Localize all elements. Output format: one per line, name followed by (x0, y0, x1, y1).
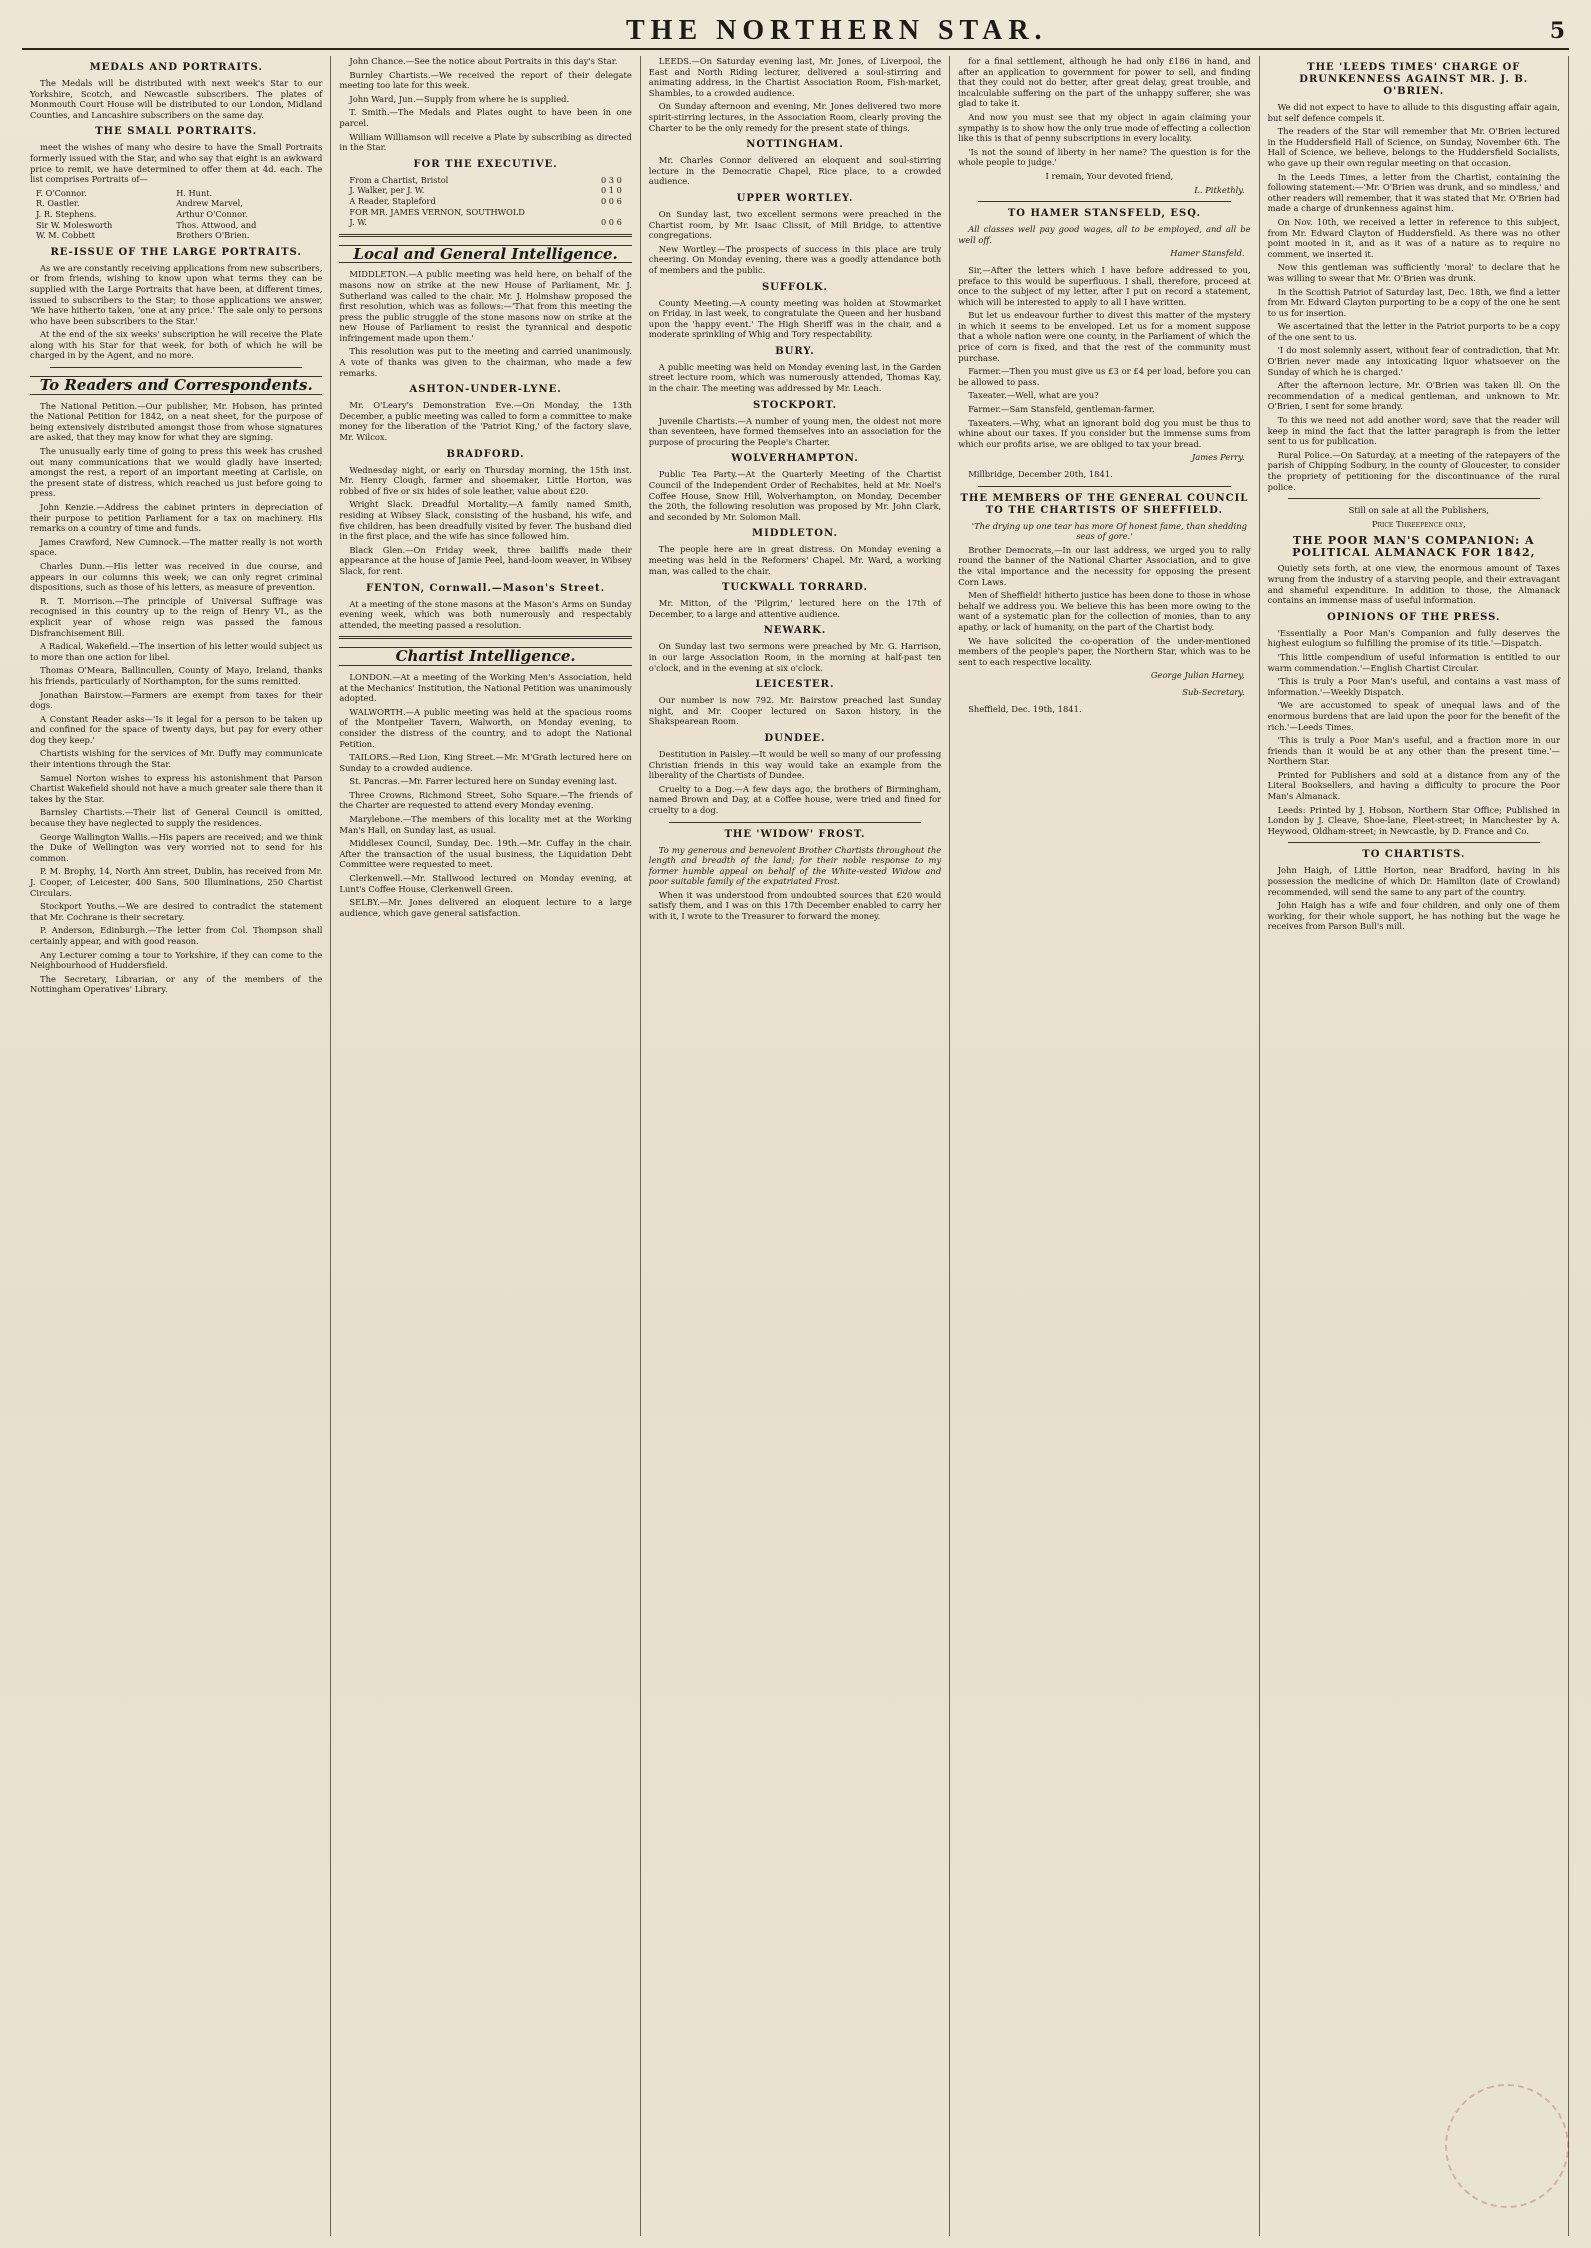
para-leeds: LEEDS.—On Saturday evening last, Mr. Jones, of Liverpool, the East and North Riding lecturer, delivered a soul-stirring and animating address, in the Chartist Association Room, Fish-market, Shambles, to a crowded audience. (648, 56, 942, 98)
para-farmer: Farmer.—Then you must give us £3 or £4 per load, before you can be allowed to pass. (958, 366, 1251, 387)
heading-wolverhampton: WOLVERHAMPTON. (731, 453, 859, 465)
para-council-3: We have solicited the co-operation of the under-mentioned members of the people's paper, the Northern Star, which was to be sent to each respective locality. (958, 635, 1251, 667)
para-widow-body: When it was understood from undoubted sources that £20 would satisfy them, and I was on this 17th December enabled to carry her with it, I wrote to the Treasurer to forward the money. (648, 889, 942, 922)
heading-companion: THE POOR MAN'S COMPANION: A POLITICAL ALMANACK FOR 1842, (1292, 534, 1536, 560)
para-new-wortley: New Wortley.—The prospects of success in this place are truly cheering. On Monday evening, there was a goodly attendance both of members and the public. (648, 243, 942, 275)
para-closing: I remain, Your devoted friend, (1045, 170, 1174, 181)
para-rural-police: Rural Police.—On Saturday, at a meeting of the ratepayers of the parish of Chipping Sodbury, in the county of Gloucester, to consider the propriety of petitioning for the discontinuance of the rural police. (1267, 449, 1560, 492)
portrait-item: H. Hunt. (176, 187, 213, 198)
para-dundee: Destitution in Paisley.—It would be well so many of our professing Christian friends in this way would take an example from the liberality of the Chartists of Dundee. (648, 748, 942, 781)
para-leeds-publisher: Leeds: Printed by J. Hobson, Northern Star Office; Published in London by J. Cleave, Shoe-lane, Fleet-street; in Manchester by A. Heywood, Oldham-street; in Newcastle, by D. France and Co. (1267, 804, 1560, 836)
para-stone: This resolution was put to the meeting and carried unanimously. A vote of thanks was given to the chairman, who made a few remarks. (339, 346, 632, 378)
para-lt-1: We did not expect to have to allude to this disgusting affair again, but self defence compels it. (1267, 102, 1560, 123)
article-columns (22, 56, 1569, 2236)
ledger-row: J. W. 0 0 6 (349, 217, 622, 228)
heading-medals: MEDALS AND PORTRAITS. (89, 62, 263, 73)
para-wallis: George Wallington Wallis.—His papers are received; and we think the Duke of Wellington was very worried not to send for his common. (30, 831, 323, 863)
para-council: Brother Democrats,—In our last address, we urged you to rally round the banner of the National Charter Association, and to give the vital importance and the necessity for opposing the present Corn Laws. (958, 544, 1251, 587)
para-harney-location: Sheffield, Dec. 19th, 1841. (968, 703, 1082, 714)
para-lt-8: 'I do most solemnly assert, without fear of contradiction, that Mr. O'Brien never made any intoxicating liquor whatsoever on the Sunday of which he is charged.' (1267, 345, 1560, 377)
heading-tuckwall: TUCKWALL TORRARD. (721, 582, 868, 594)
para-kenzie: John Kenzie.—Address the cabinet printers in depreciation of their purpose to petition Parliament for a tax on machinery. His remarks on a country of time and funds. (30, 502, 323, 534)
para-sunday: On Sunday afternoon and evening, Mr. Jones delivered two more spirit-stirring lectures, in the Association Room, clearly proving the Charter to be the only remedy for the present state of things. (648, 101, 942, 133)
para-opinion-2: 'This little compendium of useful information is entitled to our warm commendation.'—English Chartist Circular. (1267, 651, 1560, 673)
heading-fenton: FENTON, Cornwall.—Mason's Street. (366, 582, 606, 594)
para-farmer-2: Farmer.—Sam Stansfeld, gentleman-farmer. (968, 404, 1155, 415)
para-order: Printed for Publishers and sold at a distance from any of the Literal Booksellers, and having a difficulty to procure the Poor Man's Almanack. (1267, 769, 1560, 802)
para-anderson: P. Anderson, Edinburgh.—The letter from Col. Thompson shall certainly appear, and with good reason. (30, 925, 323, 946)
para-bairstow: Jonathan Bairstow.—Farmers are exempt from taxes for their dogs. (30, 689, 323, 711)
heading-to-chartists: TO CHARTISTS. (1362, 849, 1466, 861)
para-selby: SELBY.—Mr. Jones delivered an eloquent lecture to a large audience, which gave general satisfaction. (339, 897, 632, 918)
para-middleton: MIDDLETON.—A public meeting was held here, on behalf of the masons now on strike at the new House of Parliament, Mr. J. Sutherland was called to the chair. Mr. J. Holmshaw proposed the first resolution, which was as follows:—'That from this meeting the press the public struggle of the stone masons now on strike at the new House of Parliament to resist the tyrannical and despotic infringement made upon them.' (339, 269, 632, 343)
para-on-sale: Still on sale at all the Publishers, (1348, 505, 1489, 516)
para-williamson: William Williamson will receive a Plate by subscribing as directed in the Star. (339, 131, 632, 153)
heading-dundee: DUNDEE. (764, 732, 826, 744)
para-extra: The unusually early time of going to press this week has crushed out many communications that we would gladly have inserted; amongst the rest, a report of an important meeting at Carlisle, on the present state of distress, which reached us just before going to press. (30, 446, 323, 499)
para-newark: On Sunday last two sermons were preached by Mr. G. Harrison, in our large Association Room, in the morning at half-past ten o'clock, and in the evening at six o'clock. (648, 641, 942, 673)
ledger-row: J. Walker, per J. W. 0 1 0 (349, 185, 622, 196)
para-fenton: At a meeting of the stone masons at the Mason's Arms on Sunday evening week, which was both numerously and respectably attended, the meeting passed a resolution. (339, 598, 632, 630)
heading-general-council: THE MEMBERS OF THE GENERAL COUNCIL TO THE CHARTISTS OF SHEFFIELD. (960, 492, 1249, 516)
para-walworth: WALWORTH.—A public meeting was held at the spacious rooms of the Montpelier Tavern, Walworth, on Monday evening, to consider the distress of the country, and to adopt the National Petition. (339, 706, 632, 749)
para-small-portraits: meet the wishes of many who desire to have the Small Portraits formerly issued with the Star, and who say that eight is an awkward price to remit, we have determined to offer them at 4d. each. The list comprises Portraits of— (30, 142, 323, 185)
portrait-item: Sir W. Molesworth (36, 219, 113, 230)
para-burnley: Burnley Chartists.—We received the report of their delegate meeting too late for this week. (339, 69, 632, 91)
para-petition: The National Petition.—Our publisher, Mr. Hobson, has printed the National Petition for 1842, on a neat sheet, for the purpose of being extensively distributed amongst those from whose signatures are asked, that they may know for what they are signing. (30, 400, 323, 443)
para-dialogue: Taxeaters.—Why, what an ignorant bold dog you must be thus to whine about our taxes. If you consider but the immense sums from which our profits arise, we are obliged to tax your bread. (958, 417, 1251, 449)
para-price: Price Threepence only, (1371, 518, 1466, 529)
para-norton: Samuel Norton wishes to express his astonishment that Parson Chartist Wakefield should not have a much greater sale there than it takes by the Star. (30, 772, 323, 804)
para-radical: A Radical, Wakefield.—The insertion of his letter would subject us to more than one action for libel. (30, 641, 323, 662)
para-widow-subtitle: To my generous and benevolent Brother Chartists throughout the length and breadth of the land; for their noble response to my former humble appeal on behalf of the White-vested Widow and poor suitable family of the expatriated Frost. (648, 844, 942, 887)
divider (978, 201, 1230, 202)
para-liberty: 'Is not the sound of liberty in her name? The question is for the whole people to judge.' (958, 146, 1251, 168)
heading-middleton-2: MIDDLETON. (752, 528, 838, 540)
ledger-row: FOR MR. JAMES VERNON, SOUTHWOLD (349, 206, 525, 217)
para-middlesex: Middlesex Council, Sunday, Dec. 19th.—Mr. Cuffay in the chair. After the transaction of the usual business, the Liquidation Debt Committee were requested to meet. (339, 838, 632, 870)
para-marylebone: Marylebone.—The members of this locality met at the Working Man's Hall, on Sunday last, as usual. (339, 814, 632, 835)
para-lt-7: We ascertained that the letter in the Patriot purports to be a copy of the one sent to us. (1267, 321, 1560, 342)
column-5 (1260, 56, 1569, 2236)
para-constant-reader: A Constant Reader asks—'Is it legal for a person to be taken up and confined for the space of twenty days, but pay for every other dog they keep.' (30, 713, 323, 745)
para-to-chartists: John Haigh, of Little Horton, near Bradford, having in his possession the medicine of which Dr. Hamilton (late of Crowland) recommended, will send the same to any part of the country. (1267, 865, 1560, 897)
signature-pitkethly: L. Pitkethly. (1194, 184, 1245, 195)
signature-stansfeld: Hamer Stansfeld. (1170, 248, 1245, 259)
para-opinion-4: 'We are accustomed to speak of unequal laws and of the enormous burdens that are laid upon the poor for the benefit of the rich.'—Leeds Times. (1267, 700, 1560, 732)
portrait-item: Arthur O'Connor. (176, 208, 248, 219)
heading-local-intelligence: Local and General Intelligence. (339, 245, 631, 264)
divider (339, 636, 631, 639)
para-crawford: James Crawford, New Cumnock.—The matter really is not worth space. (30, 536, 323, 558)
para-reissue: As we are constantly receiving applications from new subscribers, or from friends, wishing to know upon what terms they can be supplied with the Large Portraits that have been, at different times, issued to subscribers to the Star; to those applications we answer, 'We have hitherto taken, 'one at any price.' The sale only to persons who have been subscribers to the Star.' (30, 262, 323, 326)
heading-hamer: TO HAMER STANSFELD, ESQ. (1007, 208, 1201, 220)
para-cruelty: Cruelty to a Dog.—A few days ago, the brothers of Birmingham, named Brown and Day, at a Coffee house, were tried and fined for cruelty to a dog. (648, 783, 942, 815)
para-smith: T. Smith.—The Medals and Plates ought to have been in one parcel. (339, 107, 632, 128)
heading-newark: NEWARK. (763, 625, 827, 637)
para-brophy: P. M. Brophy, 14, North Ann street, Dublin, has received from Mr. J. Cooper, of Leicester, 400 Sans, 500 Illuminations, 250 Chartist Circulars. (30, 866, 323, 898)
para-tailors: TAILORS.—Red Lion, King Street.—Mr. M'Grath lectured here on Sunday to a crowded audience. (339, 752, 632, 773)
heading-leeds-times: THE 'LEEDS TIMES' CHARGE OF DRUNKENNESS AGAINST MR. J. B. O'BRIEN. (1299, 62, 1529, 97)
para-middleton-2: The people here are in great distress. On Monday evening a meeting was held in the Reformers' Chapel. Mr. Ward, a working man, was called to the chair. (648, 544, 942, 576)
ledger-row: From a Chartist, Bristol 0 3 0 (349, 174, 622, 185)
heading-leicester: LEICESTER. (755, 679, 835, 691)
portrait-item: Thos. Attwood, and (176, 219, 257, 230)
column-4 (950, 56, 1259, 2236)
para-lt-6: In the Scottish Patriot of Saturday last, Dec. 18th, we find a letter from Mr. Edward Clayton purporting to be a copy of the one he sent to us for insertion. (1267, 286, 1560, 318)
para-lt-9: After the afternoon lecture, Mr. O'Brien was taken ill. On the recommendation of a medical gentleman, and unknown to Mr. O'Brien, I sent for some brandy. (1267, 380, 1560, 412)
para-ward: John Ward, Jun.—Supply from where he is supplied. (349, 93, 570, 104)
para-lt-4: On Nov. 10th, we received a letter in reference to this subject, from Mr. Edward Clayton of Huddersfield. As there was no other point mooted in it, and as it was of a nature as to require no comment, we inserted it. (1267, 216, 1560, 259)
para-settlement: for a final settlement, although he had only £186 in hand, and after an application to government for power to sell, and finding that they could not do better, after great delay, great trouble, and incalculable suffering on the part of the unhappy sufferer, she was glad to take it. (958, 56, 1251, 109)
para-bury: A public meeting was held on Monday evening last, in the Garden street lecture room, which was numerously attended, Thomas Kay, in the chair. The meeting was addressed by Mr. Leach. (648, 361, 942, 394)
para-perry-location: Millbridge, December 20th, 1841. (968, 469, 1113, 479)
para-wibsey: Wright Slack. Dreadful Mortality.—A family named Smith, residing at Wibsey Slack, consisting of the husband, his wife, and five children, has been dreadfully visited by fever. The husband died in the first place, and the wife has since followed him. (339, 499, 632, 542)
para-pancras: St. Pancras.—Mr. Farrer lectured here on Sunday evening last. (349, 776, 617, 787)
heading-small-portraits: THE SMALL PORTRAITS. (95, 126, 258, 138)
ledger-row: A Reader, Stapleford 0 0 6 (349, 195, 622, 206)
para-lecturer: Any Lecturer coming a tour to Yorkshire, if they can come to the Neighbourhood of Huddersfield. (30, 949, 323, 971)
para-nottingham: Mr. Charles Connor delivered an eloquent and soul-stirring lecture in the Democratic Chapel, Rice place, to a crowded audience. (648, 155, 942, 187)
para-hamer-more: But let us endeavour further to divest this matter of the mystery in which it seems to be enveloped. Let us for a moment suppose that a whole nation were one county, in the Parliament of which the price of corn is fixed, and that the rest of the community must purchase. (958, 310, 1251, 363)
para-tuckwall: Mr. Mitton, of the 'Pilgrim,' lectured here on the 17th of December, to a large and attentive audience. (648, 598, 942, 619)
para-medals: The Medals will be distributed with next week's Star to our Yorkshire, Scotch, and Newcastle subscribers. The plates of Monmouth Court House will be distributed to our London, Midland Counties, and Lancashire subscribers on the same day. (30, 78, 323, 120)
heading-readers: To Readers and Correspondents. (30, 376, 322, 395)
para-chartists-duffy: Chartists wishing for the services of Mr. Duffy may communicate their intentions through the Star. (30, 748, 323, 770)
heading-chartist-intelligence: Chartist Intelligence. (339, 647, 631, 666)
para-clerkenwell: Clerkenwell.—Mr. Stallwood lectured on Monday evening, at Lunt's Coffee House, Clerkenwell Green. (339, 873, 632, 894)
para-lt-3: In the Leeds Times, a letter from the Chartist, containing the following statement:—'Mr. O'Brien was drunk, and so mindless,' and other readers will remember, that it was stated that Mr. O'Brien had made a charge of drunkenness against him. (1267, 171, 1560, 214)
para-opinion-3: 'This is truly a Poor Man's useful, and contains a vast mass of information.'—Weekly Dispatch. (1267, 676, 1560, 697)
para-hamer-quote: All classes well pay good wages, all to be employed, and all be well off. (958, 224, 1251, 245)
para-council-quote: 'The drying up one tear has more Of honest fame, than shedding seas of gore.' (971, 520, 1247, 542)
para-lt-10: To this we need not add another word; save that the reader will keep in mind the fact that the latter paragraph is from the letter sent to us for publication. (1267, 415, 1560, 447)
divider (50, 367, 302, 368)
heading-upper-wortley: UPPER WORTLEY. (736, 192, 854, 204)
para-dunn: Charles Dunn.—His letter was received in due course, and appears in our columns this week; we can only regret criminal dispositions, such as those of his letters, as measure of prevention. (30, 560, 323, 593)
portrait-item: W. M. Cobbett (36, 230, 95, 241)
para-wolverhampton: Public Tea Party.—At the Quarterly Meeting of the Chartist Council of the Independent Order of Rechabites, held at Mr. Noel's Coffee House, Snow Hill, Wolverhampton, on Monday, December the 20th, the following resolution was proposed by Mr. John Clark, and seconded by Mr. Solomon Mall. (648, 469, 942, 522)
para-lt-2: The readers of the Star will remember that Mr. O'Brien lectured in the Huddersfield Hall of Science, on Sunday, November 6th. The Hall of Science, we believe, belongs to the Huddersfield Socialists, who gave up their own regular meeting on that occasion. (1267, 126, 1560, 168)
portrait-item: J. R. Stephens. (36, 208, 97, 219)
para-stockport-youths: Stockport Youths.—We are desired to contradict the statement that Mr. Cochrane is their secretary. (30, 901, 323, 922)
para-council-2: Men of Sheffield! hitherto justice has been done to those in whose behalf we address you. We believe this has been more owing to the want of a systematic plan for the collection of monies, than to any apathy, or lack of humanity, on the part of the Chartist body. (958, 590, 1251, 632)
heading-ashton: ASHTON-UNDER-LYNE. (409, 384, 562, 396)
page-number: 5 (1549, 18, 1565, 44)
heading-bradford: BRADFORD. (446, 448, 525, 460)
heading-opinions: OPINIONS OF THE PRESS. (1327, 611, 1501, 623)
para-omeara: Thomas O'Meara, Ballincullen, County of Mayo, Ireland, thanks his friends, particularly of Northampton, for the sums remitted. (30, 665, 323, 686)
para-leicester: Our number is now 792. Mr. Bairstow preached last Sunday night, and Mr. Cooper lectured on Saxon history, in the Shakspearean Room. (648, 695, 942, 727)
divider (1288, 498, 1540, 499)
para-now: And now you must see that my object in again claiming your sympathy is to show how the only true mode of effecting a collection like this is that of penny subscriptions in every locality. (958, 111, 1251, 144)
para-opinion-5: 'This is truly a Poor Man's useful, and a fraction more in our friends than it would be at any other than the present time.'—Northern Star. (1267, 735, 1560, 767)
para-chance: John Chance.—See the notice about Portraits in this day's Star. (349, 56, 618, 66)
masthead (22, 14, 1569, 50)
para-secretary: The Secretary, Librarian, or any of the members of the Nottingham Operatives' Library. (30, 973, 323, 995)
divider (339, 234, 631, 237)
para-barnsley: Barnsley Chartists.—Their list of General Council is omitted, because they have neglected to supply the residences. (30, 807, 323, 829)
para-bradford: Wednesday night, or early on Thursday morning, the 15th inst. Mr. Henry Clough, farmer and shoemaker, Little Horton, was robbed of five or six hides of sole leather, value about £20. (339, 464, 632, 496)
column-2 (331, 56, 640, 2236)
heading-stockport: STOCKPORT. (752, 399, 837, 411)
para-suffolk: County Meeting.—A county meeting was holden at Stowmarket on Friday, in last week, to congratulate the Queen and her husband upon the 'happy event.' The High Sheriff was in the chair, and a moderate sprinkling of Whig and Tory respectability. (648, 297, 942, 340)
para-stockport: Juvenile Chartists.—A number of young men, the oldest not more than seventeen, have formed themselves into an association for the purpose of procuring the People's Charter. (648, 415, 942, 447)
para-upper-wortley: On Sunday last, two excellent sermons were preached in the Chartist room, by Mr. Isaac Clissit, of Mill Bridge, to attentive congregations. (648, 208, 942, 241)
heading-suffolk: SUFFOLK. (761, 281, 829, 293)
para-london: LONDON.—At a meeting of the Working Men's Association, held at the Mechanics' Institution, the National Petition was unanimously adopted. (339, 671, 632, 704)
para-opinion-1: 'Essentially a Poor Man's Companion and fully deserves the highest eulogium so fulfilling the promise of its title.'—Dispatch. (1267, 627, 1560, 649)
newspaper-title: THE NORTHERN STAR. (626, 15, 1048, 46)
para-bailiffs: Black Glen.—On Friday week, three bailiffs made their appearance at the house of Jamie Peel, hand-loom weaver, in Wibsey Slack, for rent. (339, 544, 632, 576)
para-agents: At the end of the six weeks' subscription he will receive the Plate along with his Star for that week, for both of which he will be charged in by the Agent, and no more. (30, 329, 323, 361)
column-3 (641, 56, 950, 2236)
para-hamer-body: Sir,—After the letters which I have before addressed to you, preface to this would be superfluous. I shall, therefore, proceed at once to the subject of my letter, after I put on record a statement, which will be interested to apply to all I have written. (958, 264, 1251, 307)
signature-perry: James Perry. (1191, 452, 1245, 463)
heading-executive: FOR THE EXECUTIVE. (413, 158, 558, 170)
para-three-crowns: Three Crowns, Richmond Street, Soho Square.—The friends of the Charter are requested to attend every Monday evening. (339, 789, 632, 811)
para-ashton: Mr. O'Leary's Demonstration Eve.—On Monday, the 13th December, a public meeting was called to form a committee to make money for the liberation of the 'Patriot King,' of the factory slave, Mr. Wilcox. (339, 400, 632, 443)
divider (1288, 842, 1540, 843)
portrait-item: Brothers O'Brien. (176, 230, 250, 241)
column-1 (22, 56, 331, 2236)
para-companion: Quietly sets forth, at one view, the enormous amount of Taxes wrung from the industry of a starving people, and their extravagant and shameful expenditure. In addition to those, the Almanack contains an immense mass of useful information. (1267, 563, 1560, 606)
heading-nottingham: NOTTINGHAM. (746, 139, 844, 151)
portrait-item: F. O'Connor. (36, 187, 87, 198)
divider (669, 822, 921, 823)
para-morrison: R. T. Morrison.—The principle of Universal Suffrage was recognised in this country up to the reign of Henry VI., as the explicit year of whose reign was passed the famous Disfranchisement Bill. (30, 595, 323, 638)
divider (978, 486, 1230, 487)
heading-reissue: RE-ISSUE OF THE LARGE PORTRAITS. (50, 246, 302, 258)
para-lt-5: Now this gentleman was sufficiently 'moral' to declare that he was willing to swear that Mr. O'Brien was drunk. (1267, 262, 1560, 283)
portrait-item: Andrew Marvel, (176, 198, 243, 209)
para-to-chartists-2: John Haigh has a wife and four children, and only one of them working, for their whole support, he has nothing but the wage he receives from Parson Bull's mill. (1267, 900, 1560, 932)
portrait-item: R. Oastler. (36, 198, 80, 209)
heading-bury: BURY. (775, 345, 815, 357)
para-taxeater: Taxeater.—Well, what are you? (968, 390, 1099, 401)
heading-widow-frost: THE 'WIDOW' FROST. (724, 828, 866, 840)
signature-harney-role: Sub-Secretary. (1182, 686, 1245, 697)
signature-harney: George Julian Harney, (1150, 670, 1245, 681)
portrait-list (36, 188, 316, 241)
subscription-ledger (349, 175, 621, 228)
